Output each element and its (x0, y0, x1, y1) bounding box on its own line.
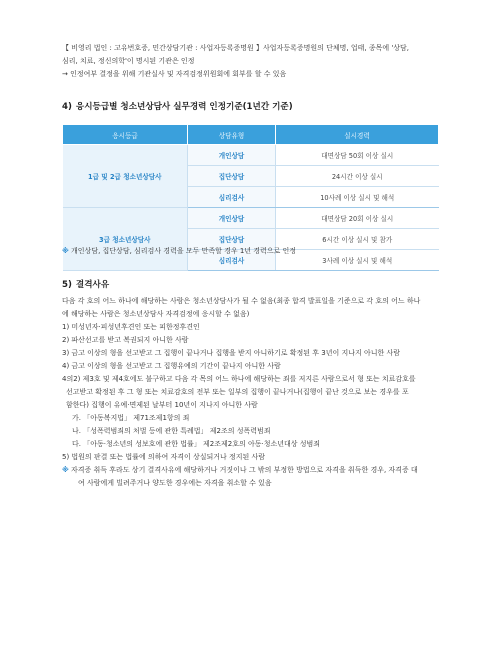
body-line: 3) 금고 이상의 형을 선고받고 그 집행이 끝나거나 집행을 받지 아니하기로 확정된 후 3년이 지나지 아니한 사람 (62, 349, 401, 357)
note-mark: ※ (62, 466, 69, 474)
table-header-row (63, 125, 439, 145)
final-note-line-1 (62, 465, 418, 476)
requirement-cell: 6시간 이상 실시 및 참가 (276, 229, 439, 250)
requirement-cell: 24시간 이상 실시 (276, 166, 439, 187)
table-header-level: 응시등급 (63, 125, 188, 145)
final-note-line-2: 여 사람에게 빌려주거나 양도한 경우에는 자격을 취소할 수 있음 (78, 479, 272, 487)
final-note-text-1: 자격증 취득 후라도 상기 결격사유에 해당하거나 거짓이나 그 밖의 부정한 방법으로 자격을 취득한 경우, 자격증 대 (68, 466, 418, 474)
section-4-number: 4) (62, 102, 72, 112)
intro-line-3: → 인정여부 결정을 위해 기관실사 및 자격검정위원회에 회부를 할 수 있음 (62, 70, 287, 78)
body-line: 4의2) 제3호 및 제4호에도 불구하고 다음 각 목의 어느 하나에 해당하는 죄를 저지른 사람으로서 형 또는 치료감호를 (62, 375, 416, 383)
type-cell: 개인상담 (188, 208, 276, 229)
requirement-cell: 대면상담 50회 이상 실시 (276, 145, 439, 166)
table-row (63, 208, 439, 229)
table-row (63, 145, 439, 166)
table-note (62, 246, 296, 257)
table-note-text: 개인상담, 집단상담, 심리검사 경력을 모두 만족할 경우 1년 경력으로 인정 (68, 247, 297, 255)
intro-line-2: 심리, 치료, 정신의학'이 명시된 기관은 인정 (62, 57, 195, 65)
body-line: 1) 미성년자·피성년후견인 또는 피한정후견인 (62, 323, 200, 331)
intro-line-1: 【 비영리 법인 : 고유번호증, 민간상담기관 : 사업자등록증명원 】사업자등록증명원의 단체명, 업태, 종목에 '상담, (62, 44, 410, 52)
body-line: 다음 각 호의 어느 하나에 해당하는 사람은 청소년상담사가 될 수 없음(최종 합격 발표일을 기준으로 각 호의 어느 하나 (62, 297, 421, 305)
type-cell: 심리검사 (188, 250, 276, 271)
level-cell: 1급 및 2급 청소년상담사 (63, 145, 188, 208)
requirement-cell: 대면상담 20회 이상 실시 (276, 208, 439, 229)
body-line: 4) 금고 이상의 형을 선고받고 그 집행유예의 기간이 끝나지 아니한 사람 (62, 362, 281, 370)
type-cell: 집단상담 (188, 229, 276, 250)
table-header-requirement: 실시경력 (276, 125, 439, 145)
body-line: 5) 법원의 판결 또는 법률에 의하여 자격이 상실되거나 정지된 사람 (62, 453, 266, 461)
type-cell: 집단상담 (188, 166, 276, 187)
section-5-number: 5) (62, 280, 72, 290)
table-header-type: 상담유형 (188, 125, 276, 145)
type-cell: 심리검사 (188, 187, 276, 208)
requirement-cell: 3사례 이상 실시 및 해석 (276, 250, 439, 271)
body-line: 나. 「성폭력범죄의 처벌 등에 관한 특례법」 제2조의 성폭력범죄 (72, 427, 271, 435)
body-line: 함한다) 집행이 유예·면제된 날부터 10년이 지나지 아니한 사람 (66, 401, 258, 409)
requirement-cell: 10사례 이상 실시 및 해석 (276, 187, 439, 208)
body-line: 2) 파산선고를 받고 복권되지 아니한 사람 (62, 336, 189, 344)
section-5-heading (62, 278, 109, 290)
section-5-title: 결격사유 (75, 280, 110, 290)
section-4-heading (62, 100, 293, 112)
body-line: 선고받고 확정된 후 그 형 또는 치료감호의 전부 또는 일부의 집행이 끝나거나(집행이 끝난 것으로 보는 경우를 포 (66, 388, 409, 396)
note-mark: ※ (62, 247, 69, 255)
level-cell: 3급 청소년상담사 (63, 208, 188, 271)
type-cell: 개인상담 (188, 145, 276, 166)
body-line: 다. 「아동·청소년의 성보호에 관한 법률」 제2조제2호의 아동·청소년대상 성범죄 (72, 440, 321, 448)
body-line: 에 해당하는 사람은 청소년상담사 자격검정에 응시할 수 없음) (62, 310, 250, 318)
section-4-title: 응시등급별 청소년상담사 실무경력 인정기준(1년간 기준) (75, 102, 293, 112)
body-line: 가. 「아동복지법」 제71조제1항의 죄 (72, 414, 190, 422)
